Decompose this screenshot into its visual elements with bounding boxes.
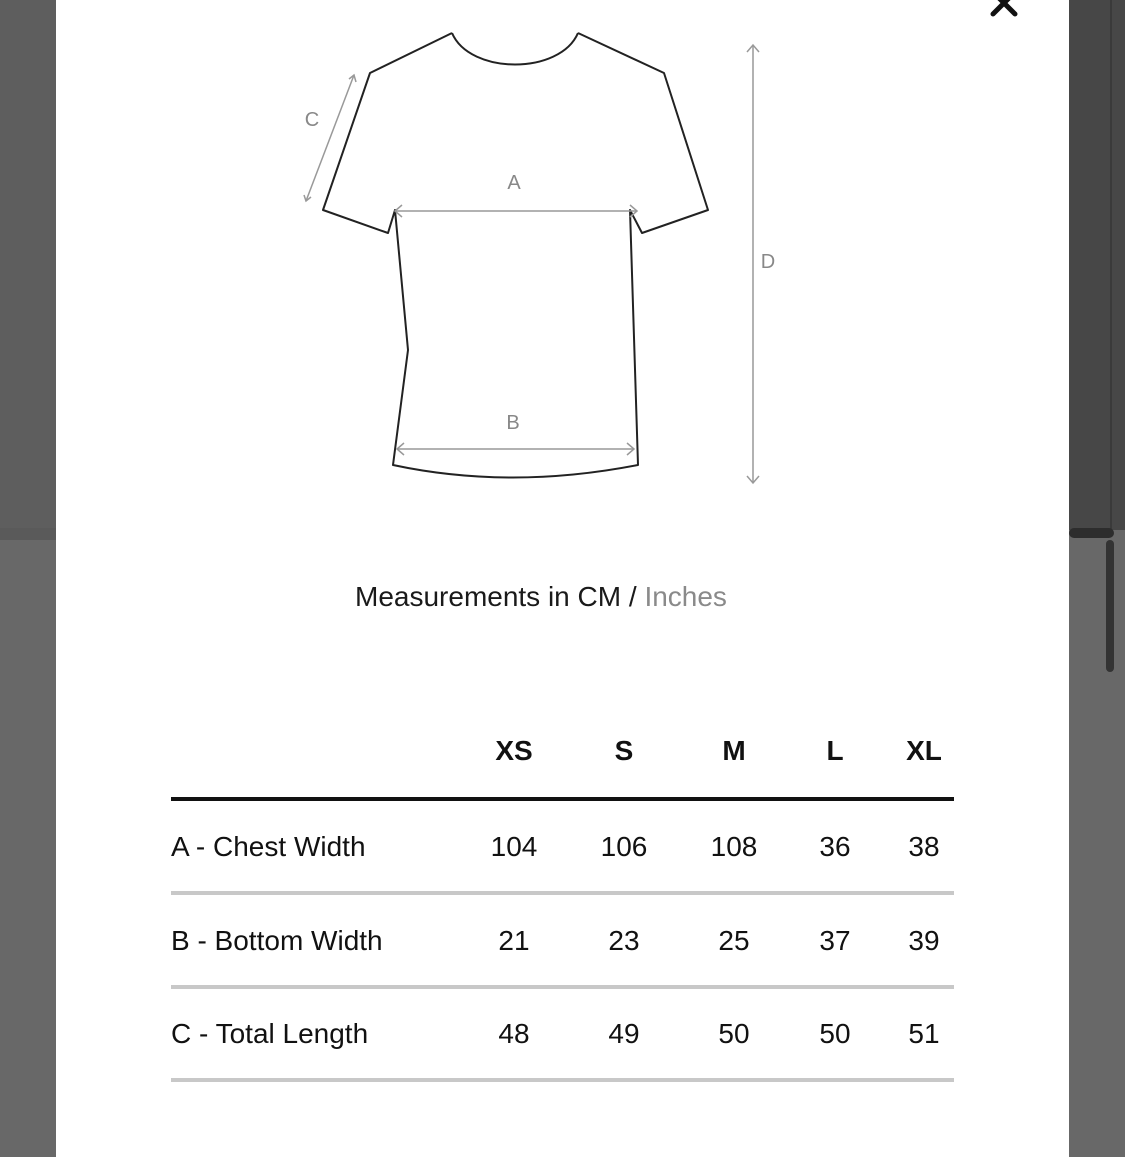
scrollbar[interactable] [1106, 540, 1114, 672]
table-cell: 48 [498, 1018, 530, 1049]
table-cell: 23 [608, 925, 640, 956]
table-cell: 21 [498, 925, 530, 956]
table-cell: 50 [718, 1018, 750, 1049]
row-label-total-length: C - Total Length [171, 1018, 369, 1049]
unit-cm-option[interactable]: Measurements in CM [355, 581, 622, 612]
table-cell: 104 [490, 831, 538, 862]
measurement-unit-caption [355, 581, 775, 613]
label-a: A [507, 172, 521, 194]
size-header-l: L [826, 735, 844, 766]
background-divider-right [1069, 528, 1114, 538]
dimension-arrow-a [395, 205, 637, 217]
label-c: C [304, 109, 320, 131]
size-header-s: S [614, 735, 634, 766]
table-cell: 38 [908, 831, 940, 862]
label-d: D [760, 251, 776, 273]
row-divider [171, 1078, 954, 1082]
row-divider [171, 985, 954, 989]
dimension-arrow-d [747, 45, 759, 483]
size-header-xl: XL [906, 735, 942, 766]
dimension-arrow-b [397, 443, 634, 455]
row-label-bottom-width: B - Bottom Width [171, 925, 383, 956]
unit-separator: / [621, 581, 645, 612]
unit-inches-option[interactable]: Inches [644, 581, 727, 612]
label-b: B [506, 412, 520, 434]
row-label-chest-width: A - Chest Width [171, 831, 366, 862]
table-header-divider [171, 797, 954, 801]
table-cell: 36 [819, 831, 851, 862]
table-cell: 108 [710, 831, 758, 862]
background-divider-left [0, 528, 56, 540]
table-cell: 49 [608, 1018, 640, 1049]
table-cell: 51 [908, 1018, 940, 1049]
table-cell: 39 [908, 925, 940, 956]
table-cell: 25 [718, 925, 750, 956]
tshirt-outline [323, 33, 708, 478]
size-header-xs: XS [495, 735, 533, 766]
tshirt-diagram [0, 0, 1125, 520]
table-cell: 37 [819, 925, 851, 956]
row-divider [171, 891, 954, 895]
size-header-m: M [722, 735, 746, 766]
table-cell: 50 [819, 1018, 851, 1049]
table-cell: 106 [600, 831, 648, 862]
